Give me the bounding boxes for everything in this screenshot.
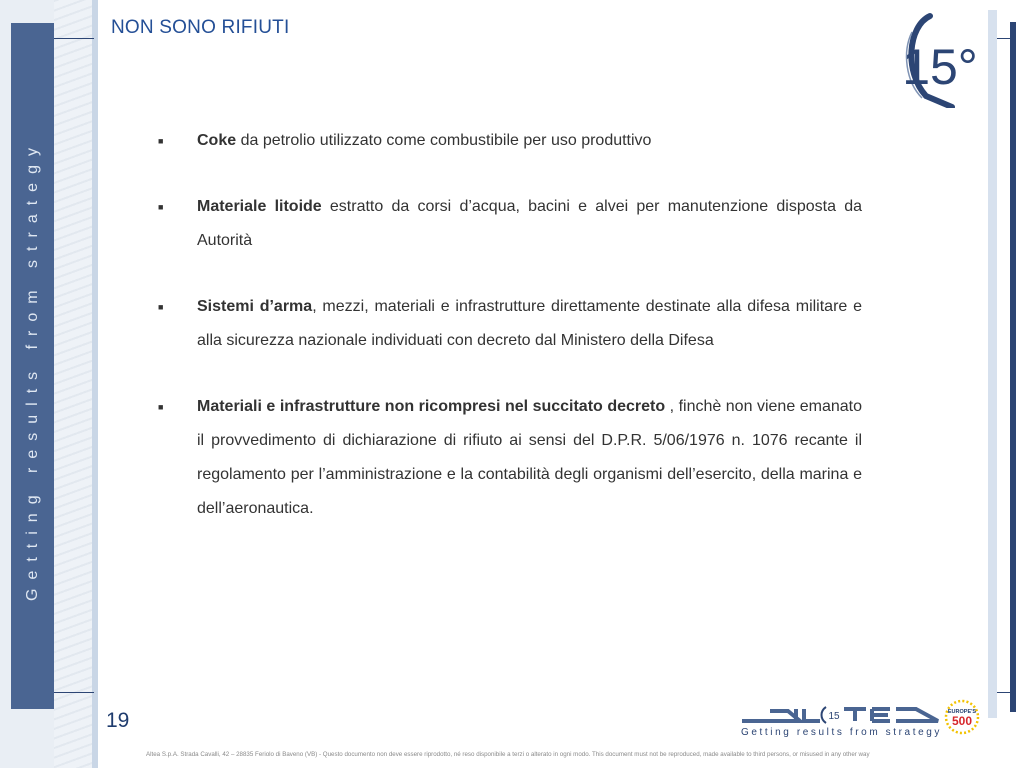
item-term: Sistemi d’arma [197,298,313,315]
legal-footer: Altea S.p.A. Strada Cavalli, 42 – 28835 Feriolo di Baveno (VB) - Questo documento non deve essere riprodotto, né reso disponibile a terzi o alterato in ogni modo. This document must not be reproduced, made available to third persons, or misused in any other way [146,751,870,758]
item-term: Materiale litoide [197,198,322,215]
bottom-divider-left [54,692,94,693]
company-logo-icon [900,12,980,108]
bullet-icon: ■ [158,402,164,412]
list-item [158,390,862,526]
top-divider-right [997,38,1010,39]
bullet-icon: ■ [158,202,164,212]
right-light-strip [988,10,997,718]
svg-text:15: 15 [828,711,840,722]
item-text: , finchè non viene emanato il provvedimento di dichiarazione di rifiuto ai sensi del D.P.R. 5/06/1976 n. 1076 recante il regolamento per l’amministrazione e la contabilità degli organismi dell’esercito, della marina e dell’aeronautica. [197,398,862,517]
europe-500-badge-icon [944,699,980,735]
logo-tagline: Getting results from strategy [741,727,943,738]
list-item [158,190,862,258]
list-item [158,290,862,358]
item-text: estratto da corsi d’acqua, bacini e alvei per manutenzione disposta da Autorità [197,198,863,249]
list-item [158,124,862,158]
badge-line2: 500 [951,714,973,728]
top-divider-left [54,38,94,39]
item-term: Coke [197,132,237,149]
item-text: da petrolio utilizzato come combustibile per uso produttivo [236,132,652,149]
slide-title: NON SONO RIFIUTI [111,17,290,38]
vertical-tagline: Getting results from strategy [24,139,41,601]
logo-top-text: 15° [902,39,978,95]
left-light-strip [92,0,98,768]
badge-line1: EUROPE'S [947,709,977,715]
bullet-list [158,124,862,558]
bottom-divider-right [997,692,1010,693]
left-background-texture [54,0,92,768]
bullet-icon: ■ [158,136,164,146]
page-number: 19 [106,709,130,732]
item-text: , mezzi, materiali e infrastrutture direttamente destinate alla difesa militare e alla sicurezza nazionale individuati con decreto dal Ministero della Difesa [197,298,863,349]
right-navy-edge [1010,22,1016,712]
item-term: Materiali e infrastrutture non ricompresi nel succitato decreto [197,398,666,415]
bullet-icon: ■ [158,302,164,312]
